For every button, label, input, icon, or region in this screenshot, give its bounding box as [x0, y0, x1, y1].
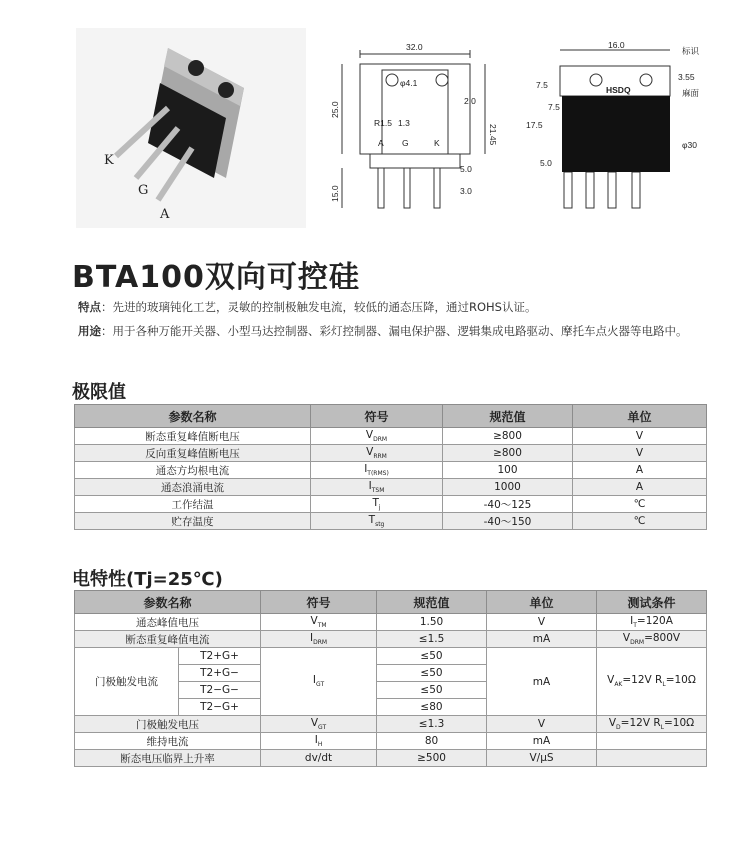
- unit: V/μS: [487, 750, 597, 767]
- table-header: [75, 591, 707, 614]
- symbol: $T_{stg}$: [311, 513, 443, 530]
- value: ≤50: [377, 648, 487, 665]
- dim-radius: R1.5: [374, 118, 392, 128]
- condition: [597, 733, 707, 750]
- header-cell: 规范值: [377, 591, 487, 614]
- param-name: 维持电流: [75, 733, 261, 750]
- dim-hole: φ4.1: [400, 78, 418, 88]
- param-name: 通态浪涌电流: [75, 479, 311, 496]
- param-name: 工作结温: [75, 496, 311, 513]
- unit: ℃: [573, 513, 707, 530]
- dim-r-b: 3.55: [678, 72, 695, 82]
- table-row: [75, 648, 707, 665]
- table-row: [75, 513, 707, 530]
- unit: V: [487, 716, 597, 733]
- symbol: $V_{GT}$: [261, 716, 377, 733]
- dim-lead-t: 3.0: [460, 186, 472, 196]
- symbol: $I_{DRM}$: [261, 631, 377, 648]
- photo-label-k: K: [104, 153, 114, 168]
- param-name: 门极触发电流: [75, 648, 179, 716]
- header-cell: 规范值: [443, 405, 573, 428]
- header-cell: 符号: [311, 405, 443, 428]
- pin-g: G: [402, 138, 409, 148]
- label-mamian: 麻面: [682, 88, 700, 98]
- quadrant: T2−G−: [179, 682, 261, 699]
- condition: $I_T=120A$: [597, 614, 707, 631]
- header-cell: 参数名称: [75, 591, 261, 614]
- symbol: $V_{TM}$: [261, 614, 377, 631]
- unit: V: [573, 445, 707, 462]
- dim-r-width: 16.0: [608, 40, 625, 50]
- table-row: [75, 445, 707, 462]
- unit: A: [573, 479, 707, 496]
- electrical-title: 电特性(Tj=25℃): [72, 569, 223, 590]
- value: ≤1.5: [377, 631, 487, 648]
- value: 1000: [443, 479, 573, 496]
- value: -40～150: [443, 513, 573, 530]
- uses-line: [78, 323, 688, 339]
- symbol: $I_H$: [261, 733, 377, 750]
- features-label: 特点: [78, 300, 101, 314]
- value: ≤50: [377, 665, 487, 682]
- symbol: $V_{DRM}$: [311, 428, 443, 445]
- triac-photo-graphic: [76, 28, 306, 228]
- param-name: 贮存温度: [75, 513, 311, 530]
- dim-width: 32.0: [406, 42, 423, 52]
- page-title: BTA100双向可控硅: [72, 260, 360, 295]
- param-name: 断态电压临界上升率: [75, 750, 261, 767]
- value: ≥500: [377, 750, 487, 767]
- param-name: 反向重复峰值断电压: [75, 445, 311, 462]
- unit: V: [573, 428, 707, 445]
- symbol: $I_{TSM}$: [311, 479, 443, 496]
- pin-a: A: [378, 138, 384, 148]
- symbol: dv/dt: [261, 750, 377, 767]
- symbol: $I_{GT}$: [261, 648, 377, 716]
- table-row: [75, 716, 707, 733]
- header-cell: 单位: [487, 591, 597, 614]
- value: ≥800: [443, 445, 573, 462]
- header-cell: 符号: [261, 591, 377, 614]
- dim-r-d: 17.5: [526, 120, 543, 130]
- header-cell: 测试条件: [597, 591, 707, 614]
- param-name: 门极触发电压: [75, 716, 261, 733]
- limits-table: [74, 404, 707, 530]
- header-cell: 参数名称: [75, 405, 311, 428]
- dim-r-a: 7.5: [536, 80, 548, 90]
- symbol: $I_{T(RMS)}$: [311, 462, 443, 479]
- pin-k: K: [434, 138, 440, 148]
- quadrant: T2+G+: [179, 648, 261, 665]
- quadrant: T2−G+: [179, 699, 261, 716]
- outline-drawing-side: [520, 36, 710, 216]
- param-name: 通态峰值电压: [75, 614, 261, 631]
- value: 100: [443, 462, 573, 479]
- features-line: [78, 299, 537, 315]
- dim-r-c: 7.5: [548, 102, 560, 112]
- dim-r-hole: φ30: [682, 140, 697, 150]
- condition: $V_D=12V$ $R_L=10\Omega$: [597, 716, 707, 733]
- dim-r-e: 5.0: [540, 158, 552, 168]
- unit: mA: [487, 631, 597, 648]
- unit: mA: [487, 733, 597, 750]
- photo-label-g: G: [138, 183, 149, 198]
- symbol: $T_j$: [311, 496, 443, 513]
- label-marking: HSDQ: [606, 85, 631, 95]
- unit: A: [573, 462, 707, 479]
- unit: V: [487, 614, 597, 631]
- value: ≤1.3: [377, 716, 487, 733]
- outline-drawing-front: [330, 36, 500, 216]
- label-biaoshi: 标识: [682, 46, 700, 56]
- photo-label-a: A: [160, 207, 170, 222]
- component-photo: [76, 28, 306, 228]
- header-cell: 单位: [573, 405, 707, 428]
- dim-tab: 2.0: [464, 96, 476, 106]
- limits-title: 极限值: [72, 382, 126, 403]
- electrical-table: [74, 590, 707, 767]
- table-row: [75, 733, 707, 750]
- param-name: 通态方均根电流: [75, 462, 311, 479]
- condition: [597, 750, 707, 767]
- value: ≥800: [443, 428, 573, 445]
- features-text: ：先进的玻璃钝化工艺，灵敏的控制极触发电流，较低的通态压降，通过ROHS认证。: [101, 300, 537, 314]
- table-row: [75, 428, 707, 445]
- value: ≤80: [377, 699, 487, 716]
- table-row: [75, 750, 707, 767]
- param-name: 断态重复峰值断电压: [75, 428, 311, 445]
- dim-pin-height: 21.45: [488, 124, 498, 146]
- unit: mA: [487, 648, 597, 716]
- condition: $V_{DRM}=800V$: [597, 631, 707, 648]
- table-header: [75, 405, 707, 428]
- dim-height: 25.0: [330, 101, 340, 118]
- value: 80: [377, 733, 487, 750]
- value: -40～125: [443, 496, 573, 513]
- value: ≤50: [377, 682, 487, 699]
- symbol: $V_{RRM}$: [311, 445, 443, 462]
- table-row: [75, 614, 707, 631]
- table-row: [75, 496, 707, 513]
- dim-pitch: 1.3: [398, 118, 410, 128]
- table-row: [75, 479, 707, 496]
- dim-lead-w: 5.0: [460, 164, 472, 174]
- unit: ℃: [573, 496, 707, 513]
- condition: $V_{AK}=12V$ $R_L=10\Omega$: [597, 648, 707, 716]
- quadrant: T2+G−: [179, 665, 261, 682]
- uses-text: ：用于各种万能开关器、小型马达控制器、彩灯控制器、漏电保护器、逻辑集成电路驱动、摩托车点火器等电路中。: [101, 324, 688, 338]
- value: 1.50: [377, 614, 487, 631]
- table-row: [75, 462, 707, 479]
- uses-label: 用途: [78, 324, 101, 338]
- dim-lead-len: 15.0: [330, 185, 340, 202]
- table-row: [75, 631, 707, 648]
- param-name: 断态重复峰值电流: [75, 631, 261, 648]
